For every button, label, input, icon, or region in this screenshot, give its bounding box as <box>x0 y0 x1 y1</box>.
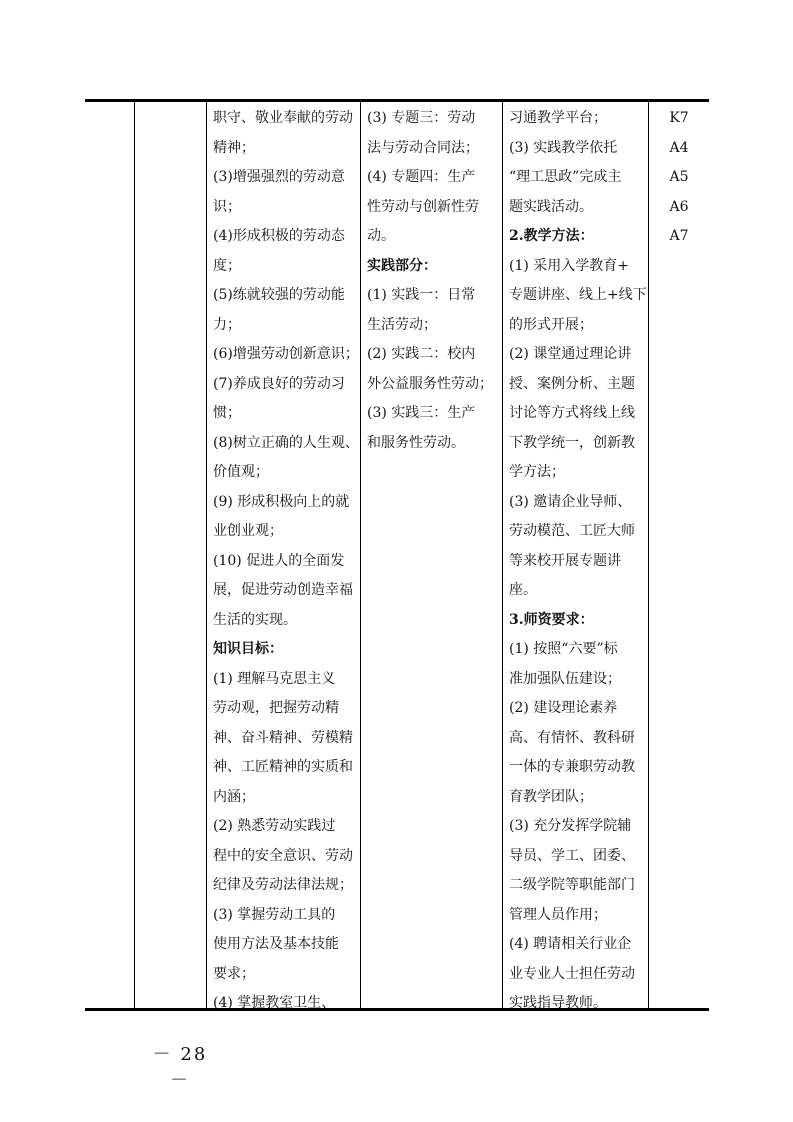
text-line: 劳动模范、工匠大师 <box>509 523 635 539</box>
text-line: (1) 按照“六要”标 <box>509 641 618 657</box>
text-line: 和服务性劳动。 <box>367 434 465 451</box>
text-line: 法与劳动合同法； <box>367 139 479 156</box>
text-line: 度； <box>213 257 241 274</box>
text-line: 力； <box>213 316 241 333</box>
text-line: 使用方法及基本技能 <box>213 936 339 952</box>
text-line: (3) 邀请企业导师、 <box>509 493 632 510</box>
page-number: － 28 － <box>152 1044 208 1091</box>
text-line: 职守、敬业奉献的劳动 <box>213 110 353 126</box>
text-line: (4)形成积极的劳动态 <box>213 228 345 244</box>
text-line: 神、奋斗精神、劳模精 <box>213 729 353 746</box>
text-line: 程中的安全意识、劳动 <box>213 847 353 864</box>
text-line: 专题讲座、线上+线下 <box>509 287 647 303</box>
column-divider-1 <box>134 101 135 1008</box>
text-line: (4) 聘请相关行业企 <box>509 936 632 952</box>
text-line: (5)练就较强的劳动能 <box>213 287 345 303</box>
text-line: 动。 <box>367 228 395 244</box>
table-top-rule <box>85 99 709 102</box>
text-line: (2) 课堂通过理论讲 <box>509 346 632 362</box>
text-line: 一体的专兼职劳动教 <box>509 759 635 775</box>
text-line: 外公益服务性劳动； <box>367 375 493 392</box>
text-line: 的形式开展； <box>509 316 593 333</box>
text-line: (10) 促进人的全面发 <box>213 552 345 569</box>
text-line: 性劳动与创新性劳 <box>367 198 479 215</box>
text-line: (7)养成良好的劳动习 <box>213 375 345 392</box>
text-line: (3)增强强烈的劳动意 <box>213 169 345 185</box>
text-line: 学方法； <box>509 464 565 480</box>
text-line: (9) 形成积极向上的就 <box>213 493 350 510</box>
text-line: 导员、学工、团委、 <box>509 847 635 864</box>
codes-column <box>651 104 707 252</box>
text-line: 惯； <box>213 405 241 421</box>
text-line: (1) 实践一：日常 <box>367 287 476 303</box>
text-line: 神、工匠精神的实质和 <box>213 759 353 775</box>
text-line: 展，促进劳动创造幸福 <box>213 582 353 598</box>
text-line: 要求； <box>213 965 255 982</box>
text-line: 识； <box>213 198 241 215</box>
text-line: 讨论等方式将线上线 <box>509 405 635 421</box>
text-line: 劳动观，把握劳动精 <box>213 700 339 716</box>
methods-column <box>509 104 645 1019</box>
text-line: 纪律及劳动法律法规； <box>213 877 353 893</box>
text-line: (1) 理解马克思主义 <box>213 670 336 687</box>
text-line: (3) 掌握劳动工具的 <box>213 906 336 923</box>
text-line: 精神； <box>213 139 255 156</box>
text-line: (2) 建设理论素养 <box>509 700 618 716</box>
code-label: A6 <box>669 198 689 215</box>
code-label: A7 <box>669 228 689 244</box>
text-line: 题实践活动。 <box>509 198 593 215</box>
text-line: (1) 采用入学教育+ <box>509 257 630 274</box>
text-line: (3) 实践三：生产 <box>367 405 476 421</box>
section-heading: 3.师资要求： <box>509 611 594 628</box>
text-line: 习通教学平台； <box>509 110 607 126</box>
code-label: A5 <box>669 169 689 185</box>
text-line: 实践指导教师。 <box>509 995 607 1011</box>
text-line: 座。 <box>509 582 537 598</box>
text-line: (2) 熟悉劳动实践过 <box>213 818 336 834</box>
text-line: (6)增强劳动创新意识； <box>213 346 359 362</box>
column-divider-4 <box>502 101 503 1008</box>
text-line: (4) 专题四：生产 <box>367 169 476 185</box>
column-divider-5 <box>648 101 649 1008</box>
text-line: (3) 充分发挥学院辅 <box>509 818 632 834</box>
text-line: (3) 实践教学依托 <box>509 139 618 156</box>
goals-column <box>213 104 359 1019</box>
text-line: (3) 专题三：劳动 <box>367 110 476 126</box>
text-line: 育教学团队； <box>509 788 593 805</box>
text-line: 价值观； <box>213 464 269 480</box>
text-line: 下教学统一，创新教 <box>509 434 635 451</box>
section-heading: 知识目标： <box>213 641 283 657</box>
text-line: 管理人员作用； <box>509 906 607 923</box>
text-line: “理工思政”完成主 <box>509 169 622 185</box>
text-line: 高、有情怀、教科研 <box>509 729 635 746</box>
code-label: A4 <box>669 139 689 156</box>
text-line: 业专业人士担任劳动 <box>509 965 635 982</box>
text-line: 内涵； <box>213 788 255 805</box>
text-line: 生活劳动； <box>367 316 437 333</box>
section-heading: 实践部分： <box>367 257 437 274</box>
text-line: 授、案例分析、主题 <box>509 375 635 392</box>
content-column <box>367 104 499 458</box>
text-line: (2) 实践二：校内 <box>367 346 476 362</box>
text-line: (4) 掌握教室卫生、 <box>213 995 336 1011</box>
section-heading: 2.教学方法： <box>509 228 594 244</box>
text-line: 准加强队伍建设； <box>509 670 621 687</box>
text-line: 生活的实现。 <box>213 611 297 628</box>
text-line: 等来校开展专题讲 <box>509 552 621 569</box>
column-divider-3 <box>360 101 361 1008</box>
text-line: 二级学院等职能部门 <box>509 877 635 893</box>
code-label: K7 <box>669 110 689 126</box>
text-line: 业创业观； <box>213 523 283 539</box>
text-line: (8)树立正确的人生观、 <box>213 434 359 451</box>
column-divider-2 <box>206 101 207 1008</box>
